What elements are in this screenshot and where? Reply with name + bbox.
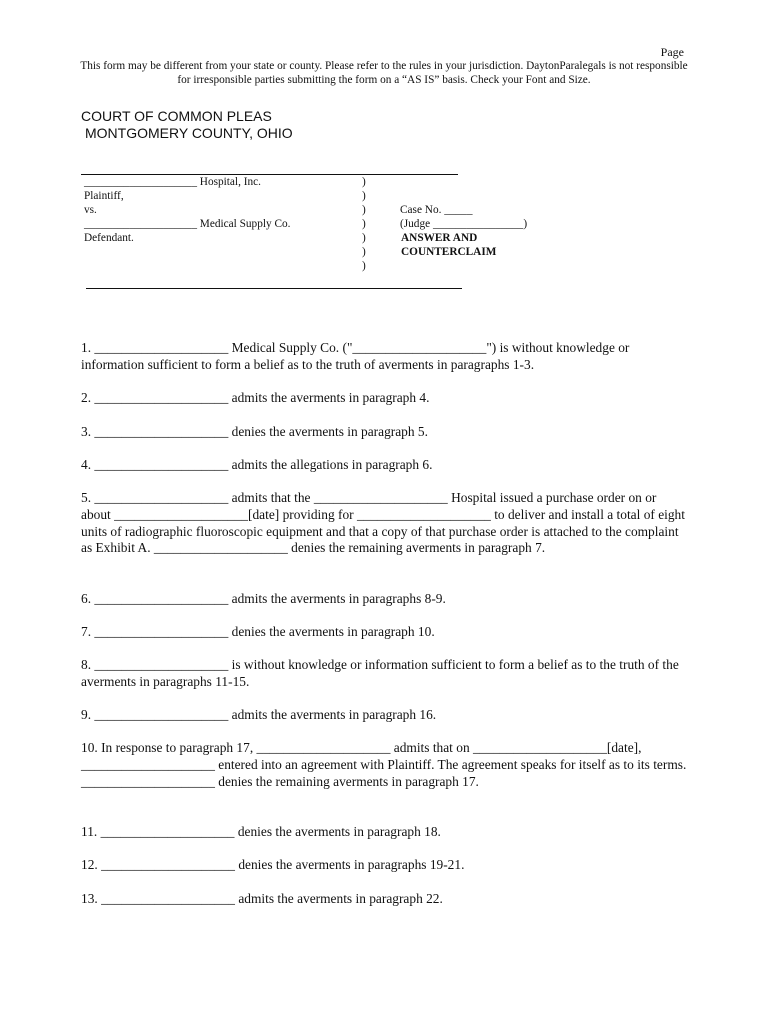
caption-paren: ): [362, 218, 366, 230]
paragraph-2: [81, 390, 689, 407]
paragraph-text: 1. ____________________ Medical Supply Co. ("____________________") is without knowledge or information sufficient to form a belief as to the truth of averments in paragraphs 1-3.: [81, 340, 630, 372]
paragraph-text: 2. ____________________ admits the averments in paragraph 4.: [81, 390, 430, 405]
paragraph-5: [81, 490, 689, 557]
caption-paren: ): [362, 260, 366, 272]
paragraph-1: [81, 340, 689, 374]
paragraph-3: [81, 424, 689, 441]
paragraph-11: [81, 824, 689, 841]
plaintiff-line: ____________________ Hospital, Inc.: [84, 176, 261, 188]
court-heading: [81, 108, 293, 142]
paragraph-text: 3. ____________________ denies the averments in paragraph 5.: [81, 424, 428, 439]
caption-paren: ): [362, 246, 366, 258]
caption-paren: ): [362, 232, 366, 244]
defendant-line: ____________________ Medical Supply Co.: [84, 218, 291, 230]
paragraph-12: [81, 857, 689, 874]
paragraph-text: 10. In response to paragraph 17, ____________________ admits that on ____________________[date], ____________________ entered into an agreement with Plaintiff. The agreement speaks for itself as to its terms. ____________________ denies the remaining averments in paragraph 17.: [81, 740, 687, 789]
paragraph-7: [81, 624, 689, 641]
paragraph-text: 6. ____________________ admits the averments in paragraphs 8-9.: [81, 591, 446, 606]
paragraph-13: [81, 891, 689, 908]
paragraph-text: 11. ____________________ denies the averments in paragraph 18.: [81, 824, 441, 839]
caption-bottom-rule: [86, 288, 462, 289]
disclaimer-text: This form may be different from your state or county. Please refer to the rules in your jurisdiction. DaytonParalegals is not responsible for irresponsible parties submitting the form on a “AS IS” basis. Check your Font and Size.: [80, 60, 688, 86]
paragraph-4: [81, 457, 689, 474]
paragraph-text: 12. ____________________ denies the averments in paragraphs 19-21.: [81, 857, 465, 872]
caption-paren: ): [362, 204, 366, 216]
page-label: Page: [660, 45, 684, 59]
paragraph-text: 5. ____________________ admits that the ____________________ Hospital issued a purchase order on or about ____________________[date] providing for ____________________ to deliver and install a total of eight units of radiographic fluoroscopic equipment and that a copy of that purchase order is attached to the complaint as Exhibit A. ____________________ denies the remaining averments in paragraph 7.: [81, 490, 685, 556]
vs-label: vs.: [84, 204, 97, 216]
document-title-line1: ANSWER AND: [401, 232, 478, 244]
paragraph-text: 8. ____________________ is without knowledge or information sufficient to form a belief as to the truth of the averments in paragraphs 11-15.: [81, 657, 679, 689]
paragraph-8: [81, 657, 689, 691]
paragraph-text: 4. ____________________ admits the allegations in paragraph 6.: [81, 457, 433, 472]
paragraph-10: [81, 740, 689, 790]
paragraph-text: 13. ____________________ admits the averments in paragraph 22.: [81, 891, 443, 906]
paragraph-text: 9. ____________________ admits the averments in paragraph 16.: [81, 707, 437, 722]
court-county: MONTGOMERY COUNTY, OHIO: [85, 125, 293, 141]
paragraph-6: [81, 591, 689, 608]
document-title-line2: COUNTERCLAIM: [401, 246, 497, 258]
court-name: COURT OF COMMON PLEAS: [81, 108, 272, 124]
caption-paren: ): [362, 176, 366, 188]
paragraph-text: 7. ____________________ denies the averments in paragraph 10.: [81, 624, 435, 639]
judge-line: (Judge ________________): [400, 218, 528, 230]
case-number: Case No. _____: [400, 204, 473, 216]
defendant-label: Defendant.: [84, 232, 134, 244]
caption-paren: ): [362, 190, 366, 202]
paragraph-9: [81, 707, 689, 724]
plaintiff-label: Plaintiff,: [84, 190, 124, 202]
